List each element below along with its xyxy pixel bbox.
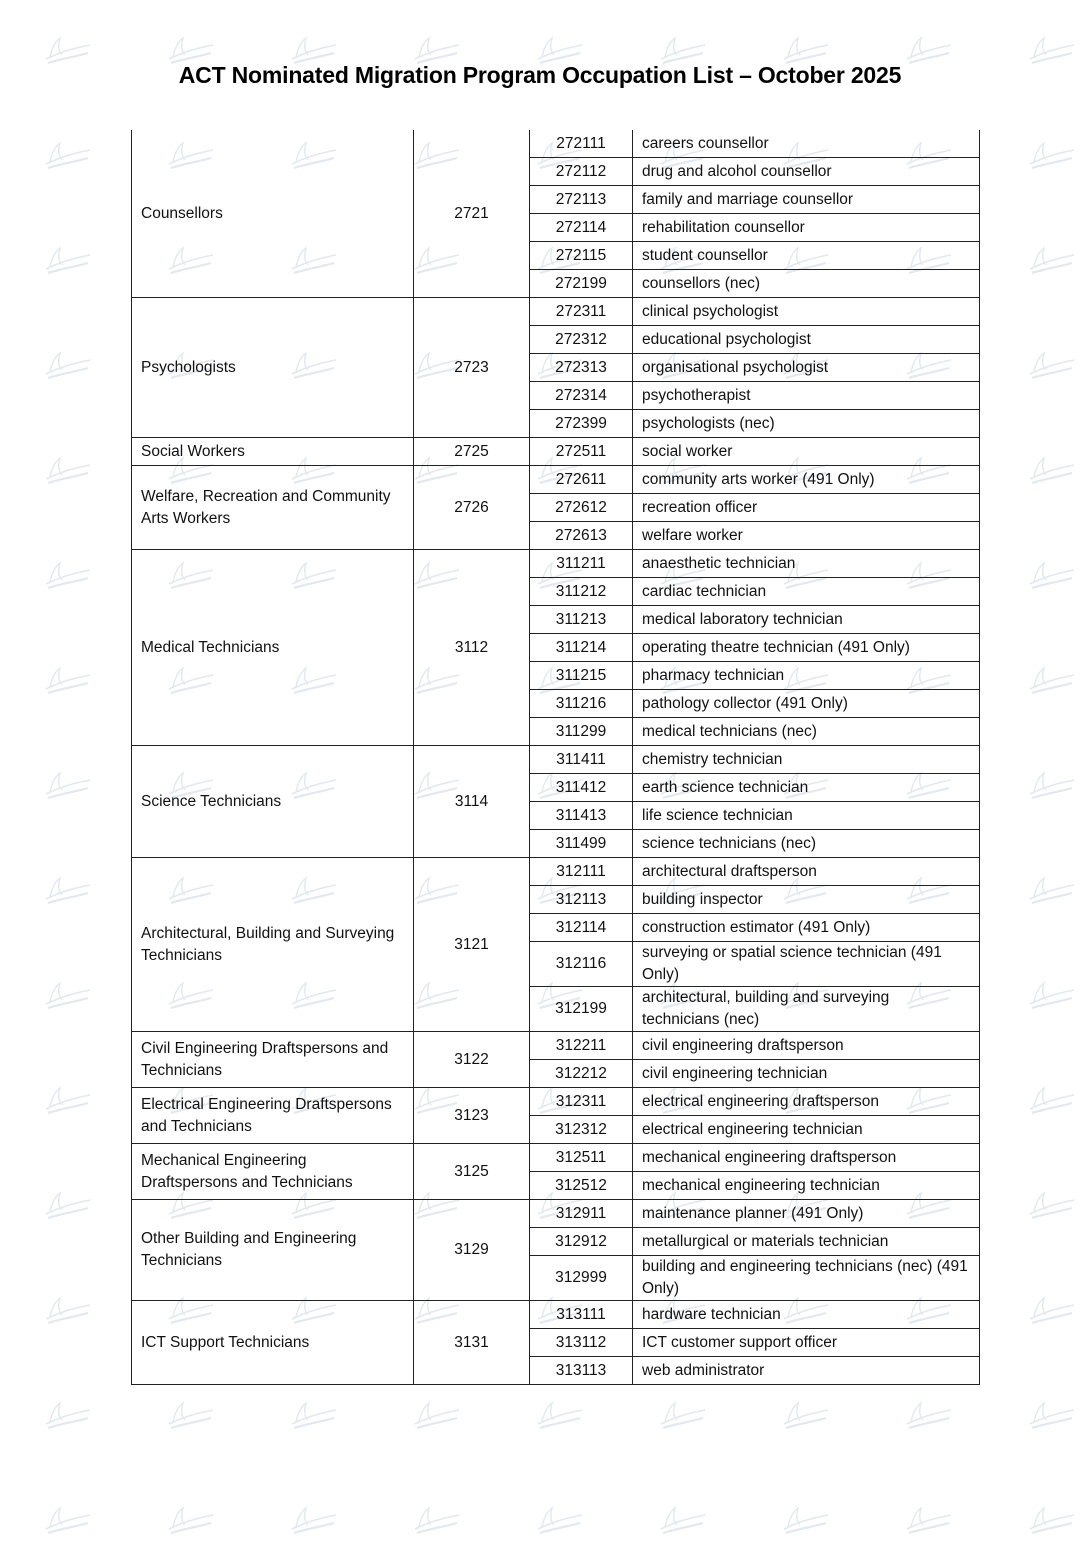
occupation-name: community arts worker (491 Only)	[633, 466, 980, 494]
anzsco-code: 311214	[530, 634, 633, 662]
anzsco-code: 312911	[530, 1200, 633, 1228]
table-row	[132, 1301, 980, 1329]
occupation-name: mechanical engineering draftsperson	[633, 1144, 980, 1172]
occupation-name: clinical psychologist	[633, 298, 980, 326]
occupation-group-name: Psychologists	[132, 298, 414, 438]
anzsco-code: 313112	[530, 1329, 633, 1357]
wave-logo-watermark-icon	[40, 1400, 98, 1434]
occupation-table	[131, 130, 980, 1385]
occupation-group-code: 3125	[414, 1144, 530, 1200]
occupation-name: counsellors (nec)	[633, 270, 980, 298]
anzsco-code: 312113	[530, 886, 633, 914]
occupation-name: welfare worker	[633, 522, 980, 550]
anzsco-code: 312211	[530, 1032, 633, 1060]
occupation-group-code: 3123	[414, 1088, 530, 1144]
occupation-group-name: ICT Support Technicians	[132, 1301, 414, 1385]
anzsco-code: 311299	[530, 718, 633, 746]
anzsco-code: 272199	[530, 270, 633, 298]
wave-logo-watermark-icon	[1024, 455, 1080, 489]
occupation-name: earth science technician	[633, 774, 980, 802]
occupation-group-code: 3114	[414, 746, 530, 858]
wave-logo-watermark-icon	[286, 1400, 344, 1434]
anzsco-code: 272612	[530, 494, 633, 522]
table-row	[132, 1032, 980, 1060]
occupation-name: rehabilitation counsellor	[633, 214, 980, 242]
occupation-name: electrical engineering technician	[633, 1116, 980, 1144]
occupation-group-code: 2723	[414, 298, 530, 438]
wave-logo-watermark-icon	[40, 1085, 98, 1119]
occupation-group-name: Science Technicians	[132, 746, 414, 858]
occupation-name: civil engineering technician	[633, 1060, 980, 1088]
anzsco-code: 272112	[530, 158, 633, 186]
anzsco-code: 312912	[530, 1228, 633, 1256]
occupation-name: building and engineering technicians (nec) (491 Only)	[633, 1256, 980, 1301]
wave-logo-watermark-icon	[40, 770, 98, 804]
table-row	[132, 550, 980, 578]
occupation-group-name: Electrical Engineering Draftspersons and Technicians	[132, 1088, 414, 1144]
occupation-name: psychologists (nec)	[633, 410, 980, 438]
occupation-group-code: 2721	[414, 130, 530, 298]
table-row	[132, 1144, 980, 1172]
anzsco-code: 272399	[530, 410, 633, 438]
anzsco-code: 272511	[530, 438, 633, 466]
wave-logo-watermark-icon	[1024, 245, 1080, 279]
occupation-name: metallurgical or materials technician	[633, 1228, 980, 1256]
occupation-table-body	[132, 130, 980, 1385]
wave-logo-watermark-icon	[901, 1505, 959, 1539]
wave-logo-watermark-icon	[40, 350, 98, 384]
anzsco-code: 272115	[530, 242, 633, 270]
anzsco-code: 272611	[530, 466, 633, 494]
anzsco-code: 312312	[530, 1116, 633, 1144]
page-title: ACT Nominated Migration Program Occupation List – October 2025	[178, 62, 902, 88]
occupation-group-name: Mechanical Engineering Draftspersons and Technicians	[132, 1144, 414, 1200]
occupation-group-name: Welfare, Recreation and Community Arts Workers	[132, 466, 414, 550]
occupation-name: medical laboratory technician	[633, 606, 980, 634]
occupation-name: chemistry technician	[633, 746, 980, 774]
wave-logo-watermark-icon	[1024, 1295, 1080, 1329]
occupation-group-name: Architectural, Building and Surveying Technicians	[132, 858, 414, 1032]
wave-logo-watermark-icon	[655, 1400, 713, 1434]
anzsco-code: 311211	[530, 550, 633, 578]
anzsco-code: 312199	[530, 987, 633, 1032]
anzsco-code: 272313	[530, 354, 633, 382]
anzsco-code: 311412	[530, 774, 633, 802]
occupation-name: science technicians (nec)	[633, 830, 980, 858]
anzsco-code: 311499	[530, 830, 633, 858]
wave-logo-watermark-icon	[409, 1400, 467, 1434]
wave-logo-watermark-icon	[40, 1505, 98, 1539]
wave-logo-watermark-icon	[1024, 875, 1080, 909]
occupation-name: architectural, building and surveying technicians (nec)	[633, 987, 980, 1032]
anzsco-code: 312116	[530, 942, 633, 987]
wave-logo-watermark-icon	[1024, 665, 1080, 699]
wave-logo-watermark-icon	[655, 1505, 713, 1539]
wave-logo-watermark-icon	[1024, 1190, 1080, 1224]
anzsco-code: 313113	[530, 1357, 633, 1385]
wave-logo-watermark-icon	[778, 1505, 836, 1539]
anzsco-code: 311212	[530, 578, 633, 606]
occupation-group-code: 3112	[414, 550, 530, 746]
wave-logo-watermark-icon	[1024, 1400, 1080, 1434]
anzsco-code: 311213	[530, 606, 633, 634]
anzsco-code: 272111	[530, 130, 633, 158]
occupation-group-code: 2726	[414, 466, 530, 550]
occupation-name: educational psychologist	[633, 326, 980, 354]
occupation-name: cardiac technician	[633, 578, 980, 606]
wave-logo-watermark-icon	[40, 1295, 98, 1329]
wave-logo-watermark-icon	[1024, 140, 1080, 174]
anzsco-code: 272114	[530, 214, 633, 242]
occupation-name: organisational psychologist	[633, 354, 980, 382]
wave-logo-watermark-icon	[1024, 350, 1080, 384]
wave-logo-watermark-icon	[1024, 560, 1080, 594]
anzsco-code: 272314	[530, 382, 633, 410]
occupation-name: anaesthetic technician	[633, 550, 980, 578]
wave-logo-watermark-icon	[40, 455, 98, 489]
wave-logo-watermark-icon	[1024, 1505, 1080, 1539]
anzsco-code: 312212	[530, 1060, 633, 1088]
occupation-group-name: Civil Engineering Draftspersons and Technicians	[132, 1032, 414, 1088]
table-row	[132, 438, 980, 466]
occupation-name: electrical engineering draftsperson	[633, 1088, 980, 1116]
wave-logo-watermark-icon	[1024, 980, 1080, 1014]
anzsco-code: 311216	[530, 690, 633, 718]
table-row	[132, 858, 980, 886]
wave-logo-watermark-icon	[40, 665, 98, 699]
occupation-name: surveying or spatial science technician (491 Only)	[633, 942, 980, 987]
wave-logo-watermark-icon	[532, 1505, 590, 1539]
wave-logo-watermark-icon	[163, 1400, 221, 1434]
occupation-group-code: 3122	[414, 1032, 530, 1088]
occupation-name: recreation officer	[633, 494, 980, 522]
anzsco-code: 311411	[530, 746, 633, 774]
occupation-group-name: Medical Technicians	[132, 550, 414, 746]
occupation-name: ICT customer support officer	[633, 1329, 980, 1357]
occupation-name: careers counsellor	[633, 130, 980, 158]
occupation-name: civil engineering draftsperson	[633, 1032, 980, 1060]
occupation-name: life science technician	[633, 802, 980, 830]
table-row	[132, 466, 980, 494]
occupation-group-name: Social Workers	[132, 438, 414, 466]
anzsco-code: 312999	[530, 1256, 633, 1301]
occupation-name: student counsellor	[633, 242, 980, 270]
occupation-name: family and marriage counsellor	[633, 186, 980, 214]
occupation-name: hardware technician	[633, 1301, 980, 1329]
occupation-group-name: Other Building and Engineering Technicians	[132, 1200, 414, 1301]
anzsco-code: 272311	[530, 298, 633, 326]
occupation-name: medical technicians (nec)	[633, 718, 980, 746]
anzsco-code: 272312	[530, 326, 633, 354]
occupation-name: pharmacy technician	[633, 662, 980, 690]
table-row	[132, 1200, 980, 1228]
wave-logo-watermark-icon	[163, 1505, 221, 1539]
occupation-name: operating theatre technician (491 Only)	[633, 634, 980, 662]
table-row	[132, 298, 980, 326]
wave-logo-watermark-icon	[40, 980, 98, 1014]
anzsco-code: 312114	[530, 914, 633, 942]
wave-logo-watermark-icon	[40, 245, 98, 279]
table-row	[132, 1088, 980, 1116]
occupation-name: web administrator	[633, 1357, 980, 1385]
table-row	[132, 130, 980, 158]
table-row	[132, 746, 980, 774]
anzsco-code: 272613	[530, 522, 633, 550]
wave-logo-watermark-icon	[1024, 1085, 1080, 1119]
wave-logo-watermark-icon	[286, 1505, 344, 1539]
occupation-group-code: 3131	[414, 1301, 530, 1385]
anzsco-code: 312311	[530, 1088, 633, 1116]
wave-logo-watermark-icon	[40, 560, 98, 594]
occupation-name: pathology collector (491 Only)	[633, 690, 980, 718]
anzsco-code: 312511	[530, 1144, 633, 1172]
occupation-name: construction estimator (491 Only)	[633, 914, 980, 942]
wave-logo-watermark-icon	[409, 1505, 467, 1539]
wave-logo-watermark-icon	[778, 1400, 836, 1434]
occupation-group-code: 3129	[414, 1200, 530, 1301]
occupation-group-code: 3121	[414, 858, 530, 1032]
occupation-name: mechanical engineering technician	[633, 1172, 980, 1200]
occupation-name: social worker	[633, 438, 980, 466]
wave-logo-watermark-icon	[901, 1400, 959, 1434]
anzsco-code: 311215	[530, 662, 633, 690]
wave-logo-watermark-icon	[1024, 770, 1080, 804]
occupation-name: drug and alcohol counsellor	[633, 158, 980, 186]
anzsco-code: 311413	[530, 802, 633, 830]
anzsco-code: 312111	[530, 858, 633, 886]
anzsco-code: 312512	[530, 1172, 633, 1200]
wave-logo-watermark-icon	[532, 1400, 590, 1434]
wave-logo-watermark-icon	[40, 875, 98, 909]
occupation-group-code: 2725	[414, 438, 530, 466]
wave-logo-watermark-icon	[40, 140, 98, 174]
occupation-name: psychotherapist	[633, 382, 980, 410]
occupation-name: maintenance planner (491 Only)	[633, 1200, 980, 1228]
anzsco-code: 313111	[530, 1301, 633, 1329]
wave-logo-watermark-icon	[40, 1190, 98, 1224]
occupation-group-name: Counsellors	[132, 130, 414, 298]
anzsco-code: 272113	[530, 186, 633, 214]
occupation-name: building inspector	[633, 886, 980, 914]
occupation-name: architectural draftsperson	[633, 858, 980, 886]
